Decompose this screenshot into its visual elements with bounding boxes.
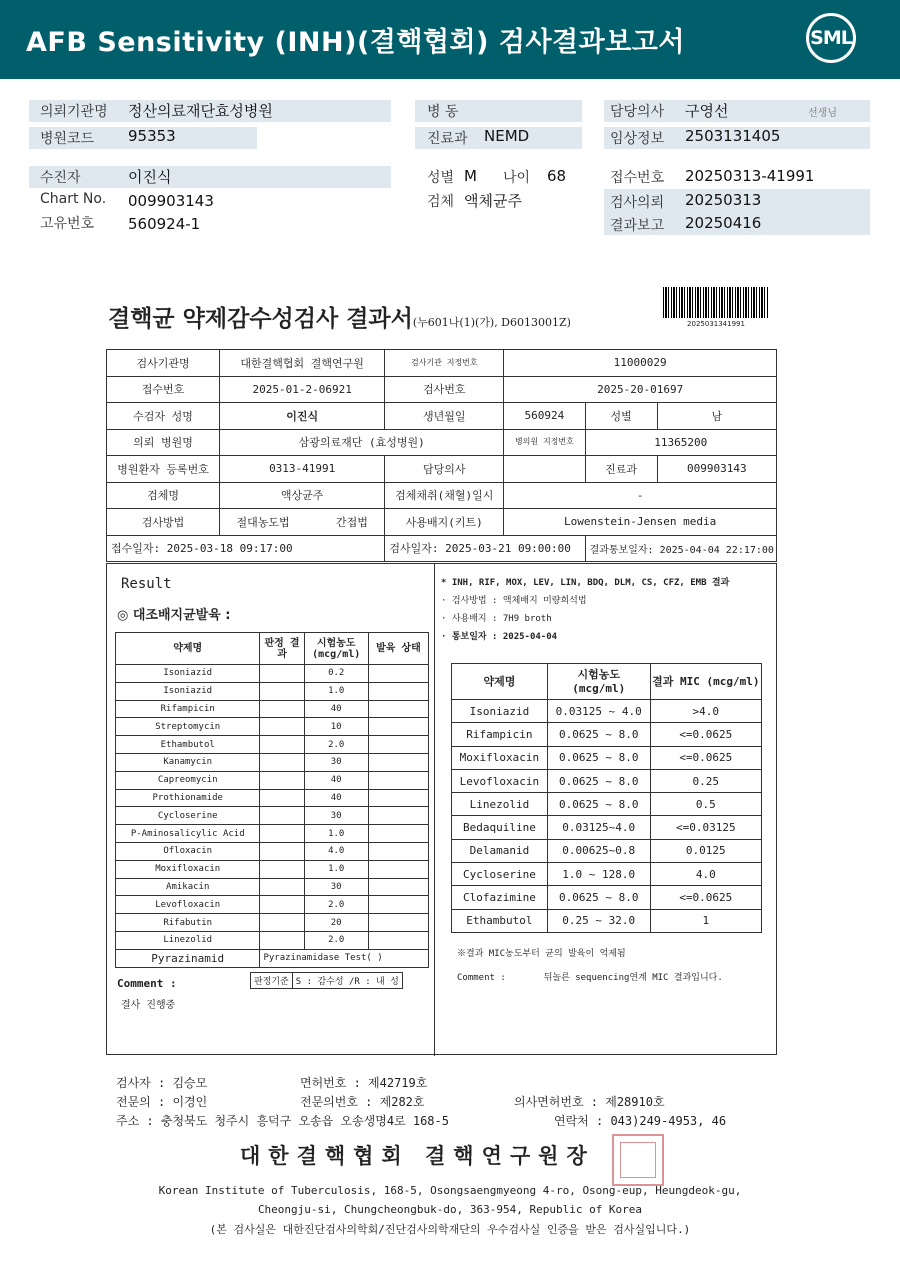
drug-name: Linezolid xyxy=(116,931,260,949)
test-conc: 1.0 xyxy=(304,860,368,878)
growth xyxy=(368,842,428,860)
org-code-value: 11000029 xyxy=(504,350,777,377)
mic-result: 4.0 xyxy=(650,863,761,886)
growth xyxy=(368,753,428,771)
test-conc: 30 xyxy=(304,753,368,771)
doctor-label: 담당의사 xyxy=(610,104,665,120)
judgement xyxy=(260,736,304,754)
table-row xyxy=(452,886,762,909)
method-label: 검사방법 xyxy=(107,509,220,536)
report-header xyxy=(0,0,900,79)
lt-header-growth: 발육 상태 xyxy=(368,633,428,665)
test-conc: 40 xyxy=(304,700,368,718)
judgement xyxy=(260,665,304,683)
growth xyxy=(368,682,428,700)
org-code-label: 검사기관 지정번호 xyxy=(385,350,504,377)
test-conc: 1.0 xyxy=(304,682,368,700)
table-row xyxy=(452,909,762,932)
table-row xyxy=(116,718,429,736)
date-notify: 결과통보일자: 2025-04-04 22:17:00 xyxy=(585,535,776,562)
doctor-suffix: 선생님 xyxy=(808,108,837,119)
doctor-license-no: 의사면허번호 : 제28910호 xyxy=(514,1095,665,1109)
test-conc: 1.0 xyxy=(304,825,368,843)
growth xyxy=(368,860,428,878)
test-range: 0.0625 ~ 8.0 xyxy=(547,746,650,769)
license-no: 면허번호 : 제42719호 xyxy=(300,1076,428,1090)
mic-result: >4.0 xyxy=(650,700,761,723)
main-info-table xyxy=(106,349,777,562)
drug-name: Amikacin xyxy=(116,878,260,896)
drug-name: Rifabutin xyxy=(116,914,260,932)
request-value: 20250313 xyxy=(685,191,762,209)
test-conc: 30 xyxy=(304,878,368,896)
official-seal-icon xyxy=(612,1134,664,1186)
left-comment-value: 결사 진행중 xyxy=(121,1000,176,1011)
name-label: 수검자 성명 xyxy=(107,403,220,430)
hospital-label: 의뢰기관명 xyxy=(40,104,108,120)
mic-result: <=0.0625 xyxy=(650,746,761,769)
method-value: 절대농도법 간접법 xyxy=(220,509,385,536)
growth xyxy=(368,807,428,825)
band-patient xyxy=(29,166,391,188)
reg-value: 0313-41991 xyxy=(220,456,385,483)
test-range: 0.03125 ~ 4.0 xyxy=(547,700,650,723)
table-row xyxy=(116,665,429,683)
growth xyxy=(368,736,428,754)
control-growth-label: ◎ 대조배지균발육 : xyxy=(117,608,231,623)
code-label: 병원코드 xyxy=(40,131,95,147)
date-test: 검사일자: 2025-03-21 09:00:00 xyxy=(385,535,585,562)
right-header-title: * INH, RIF, MOX, LEV, LIN, BDQ, DLM, CS, CFZ, EMB 결과 xyxy=(441,578,730,588)
lt-header-drug: 약제명 xyxy=(116,633,260,665)
growth xyxy=(368,700,428,718)
drug-name: Clofazimine xyxy=(452,886,548,909)
test-no-value: 2025-20-01697 xyxy=(504,376,777,403)
table-row xyxy=(116,896,429,914)
test-range: 0.0625 ~ 8.0 xyxy=(547,793,650,816)
drug-name: Kanamycin xyxy=(116,753,260,771)
mic-result: 0.5 xyxy=(650,793,761,816)
test-range: 0.0625 ~ 8.0 xyxy=(547,769,650,792)
test-conc: 2.0 xyxy=(304,931,368,949)
mic-result: 0.0125 xyxy=(650,839,761,862)
test-range: 1.0 ~ 128.0 xyxy=(547,863,650,886)
table-row xyxy=(116,682,429,700)
receipt-value: 20250313-41991 xyxy=(685,167,815,185)
table-row xyxy=(452,769,762,792)
drug-name: Bedaquiline xyxy=(452,816,548,839)
hosp-label: 의뢰 병원명 xyxy=(107,429,220,456)
test-conc: 0.2 xyxy=(304,665,368,683)
chart-value: 009903143 xyxy=(128,192,214,210)
dept-value: NEMD xyxy=(484,127,530,145)
table-row xyxy=(116,807,429,825)
barcode-number: 2025031341991 xyxy=(687,320,745,328)
result-title: Result xyxy=(121,576,172,592)
test-conc: 40 xyxy=(304,789,368,807)
drug-name: Moxifloxacin xyxy=(116,860,260,878)
growth xyxy=(368,789,428,807)
drug-name: Moxifloxacin xyxy=(452,746,548,769)
test-conc: 2.0 xyxy=(304,896,368,914)
age-value: 68 xyxy=(547,167,567,185)
doc-label: 담당의사 xyxy=(385,456,504,483)
drug-name: Isoniazid xyxy=(116,682,260,700)
uid-label: 고유번호 xyxy=(40,216,95,232)
report-date-value: 20250416 xyxy=(685,214,762,232)
judgement xyxy=(260,789,304,807)
uid-value: 560924-1 xyxy=(128,215,201,233)
contact: 연락처 : 043)249-4953, 46 xyxy=(554,1114,727,1128)
doc-value xyxy=(504,456,585,483)
table-row xyxy=(116,753,429,771)
date-accept: 접수일자: 2025-03-18 09:17:00 xyxy=(107,535,385,562)
test-conc: 40 xyxy=(304,771,368,789)
pza-test: Pyrazinamidase Test( ) xyxy=(260,949,429,967)
ward-label: 병 동 xyxy=(427,104,459,120)
collect-label: 검체채취(채혈)일시 xyxy=(385,482,504,509)
drug-name: Isoniazid xyxy=(452,700,548,723)
test-range: 0.03125~4.0 xyxy=(547,816,650,839)
table-row xyxy=(116,789,429,807)
dept-label: 진료과 xyxy=(427,131,468,147)
growth xyxy=(368,896,428,914)
judgement xyxy=(260,753,304,771)
drug-name: Levofloxacin xyxy=(452,769,548,792)
patient-value: 이진식 xyxy=(128,168,172,186)
criteria-table xyxy=(250,972,403,989)
header-title: AFB Sensitivity (INH)(결핵협회) 검사결과보고서 xyxy=(26,27,685,58)
code-value: 95353 xyxy=(128,127,176,145)
name-value: 이진식 xyxy=(220,403,385,430)
media-value: Lowenstein-Jensen media xyxy=(504,509,777,536)
table-row xyxy=(116,736,429,754)
table-row xyxy=(116,700,429,718)
spec-label: 검체명 xyxy=(107,482,220,509)
institute-name: 대한결핵협회 결핵연구원장 xyxy=(240,1144,595,1168)
judgement xyxy=(260,860,304,878)
sex-value: M xyxy=(464,167,477,185)
address: 주소 : 충청북도 청주시 흥덕구 오송읍 오송생명4로 168-5 xyxy=(116,1114,449,1128)
drug-name: Prothionamide xyxy=(116,789,260,807)
hosp-code-label: 병의원 지정번호 xyxy=(504,429,585,456)
table-row xyxy=(116,842,429,860)
dept-label-main: 진료과 xyxy=(585,456,657,483)
drug-name: Delamanid xyxy=(452,839,548,862)
age-label: 나이 xyxy=(503,170,531,186)
right-header xyxy=(441,574,729,646)
table-row xyxy=(116,931,429,949)
hospital-value: 정산의료재단효성병원 xyxy=(128,102,273,120)
clinical-value: 2503131405 xyxy=(685,127,781,145)
drug-name: Rifampicin xyxy=(452,723,548,746)
drug-name: Linezolid xyxy=(452,793,548,816)
birth-value: 560924 xyxy=(504,403,585,430)
growth xyxy=(368,914,428,932)
growth xyxy=(368,771,428,789)
collect-value: - xyxy=(504,482,777,509)
judgement xyxy=(260,914,304,932)
clinical-label: 임상정보 xyxy=(610,131,665,147)
judgement xyxy=(260,700,304,718)
right-method: · 검사방법 : 액체배지 미량희석법 xyxy=(441,596,587,606)
judgement xyxy=(260,931,304,949)
test-no-label: 검사번호 xyxy=(385,376,504,403)
table-row xyxy=(116,878,429,896)
table-row xyxy=(452,816,762,839)
mic-result-table xyxy=(451,663,762,933)
institute-address-en1: Korean Institute of Tuberculosis, 168-5, Osongsaengmyeong 4-ro, Osong-eup, Heungdeok-gu, xyxy=(158,1184,742,1197)
judgement xyxy=(260,682,304,700)
judgement xyxy=(260,771,304,789)
pza-name: Pyrazinamid xyxy=(116,949,260,967)
test-conc: 4.0 xyxy=(304,842,368,860)
table-row xyxy=(116,771,429,789)
patient-label: 수진자 xyxy=(40,170,81,186)
sex-label: 성별 xyxy=(427,170,455,186)
judgement xyxy=(260,878,304,896)
report-date-label: 결과보고 xyxy=(610,218,665,234)
accept-value: 2025-01-2-06921 xyxy=(220,376,385,403)
accept-label: 접수번호 xyxy=(107,376,220,403)
spec-value: 액상균주 xyxy=(220,482,385,509)
media-label: 사용배지(키트) xyxy=(385,509,504,536)
criteria-value: S : 감수성 /R : 내 성 xyxy=(292,973,402,989)
test-conc: 30 xyxy=(304,807,368,825)
drug-name: Ofloxacin xyxy=(116,842,260,860)
birth-label: 생년월일 xyxy=(385,403,504,430)
drug-name: Rifampicin xyxy=(116,700,260,718)
table-row xyxy=(452,793,762,816)
criteria-label: 판정기준 xyxy=(251,973,293,989)
drug-name: Ethambutol xyxy=(452,909,548,932)
test-conc: 10 xyxy=(304,718,368,736)
hosp-value: 삼광의료재단 (효성병원) xyxy=(220,429,504,456)
institute-address-en2: Cheongju-si, Chungcheongbuk-do, 363-954, Republic of Korea xyxy=(257,1203,643,1216)
growth xyxy=(368,825,428,843)
mic-result: 0.25 xyxy=(650,769,761,792)
table-row xyxy=(116,825,429,843)
lt-header-conc: 시험농도 (mcg/ml) xyxy=(304,633,368,665)
mic-header-conc: 시험농도 (mcg/ml) xyxy=(547,664,650,700)
specimen-label: 검체 xyxy=(427,194,455,210)
judgement xyxy=(260,825,304,843)
left-result-table xyxy=(115,632,429,968)
sex-label-main: 성별 xyxy=(585,403,657,430)
mic-header-mic: 결과 MIC (mcg/ml) xyxy=(650,664,761,700)
org-value: 대한결핵협회 결핵연구원 xyxy=(220,350,385,377)
specimen-value: 액체균주 xyxy=(464,192,522,210)
specialist-no: 전문의번호 : 제282호 xyxy=(300,1095,425,1109)
judgement xyxy=(260,842,304,860)
judgement xyxy=(260,896,304,914)
right-notify: · 통보일자 : 2025-04-04 xyxy=(441,632,558,642)
sml-logo: SML xyxy=(806,13,856,63)
sex-value-main: 남 xyxy=(657,403,776,430)
drug-name: Cycloserine xyxy=(452,863,548,886)
mic-result: <=0.0625 xyxy=(650,886,761,909)
chart-label: Chart No. xyxy=(40,191,107,207)
tester: 검사자 : 김승모 xyxy=(116,1076,208,1090)
table-row xyxy=(116,860,429,878)
doctor-value: 구영선 xyxy=(685,102,729,120)
mic-header-drug: 약제명 xyxy=(452,664,548,700)
judgement xyxy=(260,807,304,825)
result-section xyxy=(106,563,777,1055)
table-row xyxy=(452,723,762,746)
table-row xyxy=(452,746,762,769)
receipt-label: 접수번호 xyxy=(610,170,665,186)
table-row xyxy=(452,700,762,723)
mic-result: <=0.03125 xyxy=(650,816,761,839)
result-divider xyxy=(434,564,435,1056)
drug-name: Streptomycin xyxy=(116,718,260,736)
barcode-icon xyxy=(663,287,769,318)
report-title: 결핵균 약제감수성검사 결과서(누601나(1)(가), D6013001Z) xyxy=(108,305,571,332)
lt-header-result: 판정 결과 xyxy=(260,633,304,665)
judgement xyxy=(260,718,304,736)
test-range: 0.00625~0.8 xyxy=(547,839,650,862)
growth xyxy=(368,718,428,736)
reg-label: 병원환자 등록번호 xyxy=(107,456,220,483)
dept-value-main: 009903143 xyxy=(657,456,776,483)
specialist: 전문의 : 이경인 xyxy=(116,1095,208,1109)
request-label: 검사의뢰 xyxy=(610,195,665,211)
growth xyxy=(368,665,428,683)
drug-name: Capreomycin xyxy=(116,771,260,789)
mic-result: <=0.0625 xyxy=(650,723,761,746)
table-row xyxy=(116,914,429,932)
right-media: · 사용배지 : 7H9 broth xyxy=(441,614,552,624)
drug-name: Isoniazid xyxy=(116,665,260,683)
test-range: 0.0625 ~ 8.0 xyxy=(547,886,650,909)
drug-name: Levofloxacin xyxy=(116,896,260,914)
table-row xyxy=(452,863,762,886)
mic-note: ※결과 MIC농도부터 균의 발육이 억제됨 xyxy=(457,949,626,959)
left-comment-label: Comment : xyxy=(117,977,177,990)
growth xyxy=(368,878,428,896)
drug-name: P-Aminosalicylic Acid xyxy=(116,825,260,843)
test-conc: 2.0 xyxy=(304,736,368,754)
test-range: 0.0625 ~ 8.0 xyxy=(547,723,650,746)
org-label: 검사기관명 xyxy=(107,350,220,377)
hosp-code-value: 11365200 xyxy=(585,429,776,456)
test-range: 0.25 ~ 32.0 xyxy=(547,909,650,932)
growth xyxy=(368,931,428,949)
table-row xyxy=(452,839,762,862)
certification-note: (본 검사실은 대한진단검사의학회/진단검사의학재단의 우수검사실 인증을 받은 검사실입니다.) xyxy=(209,1223,691,1236)
mic-result: 1 xyxy=(650,909,761,932)
right-comment: Comment : 뒤놀른 sequencing연계 MIC 결과입니다. xyxy=(457,973,723,983)
drug-name: Cycloserine xyxy=(116,807,260,825)
drug-name: Ethambutol xyxy=(116,736,260,754)
test-conc: 20 xyxy=(304,914,368,932)
report-title-code: (누601나(1)(가), D6013001Z) xyxy=(412,316,571,329)
